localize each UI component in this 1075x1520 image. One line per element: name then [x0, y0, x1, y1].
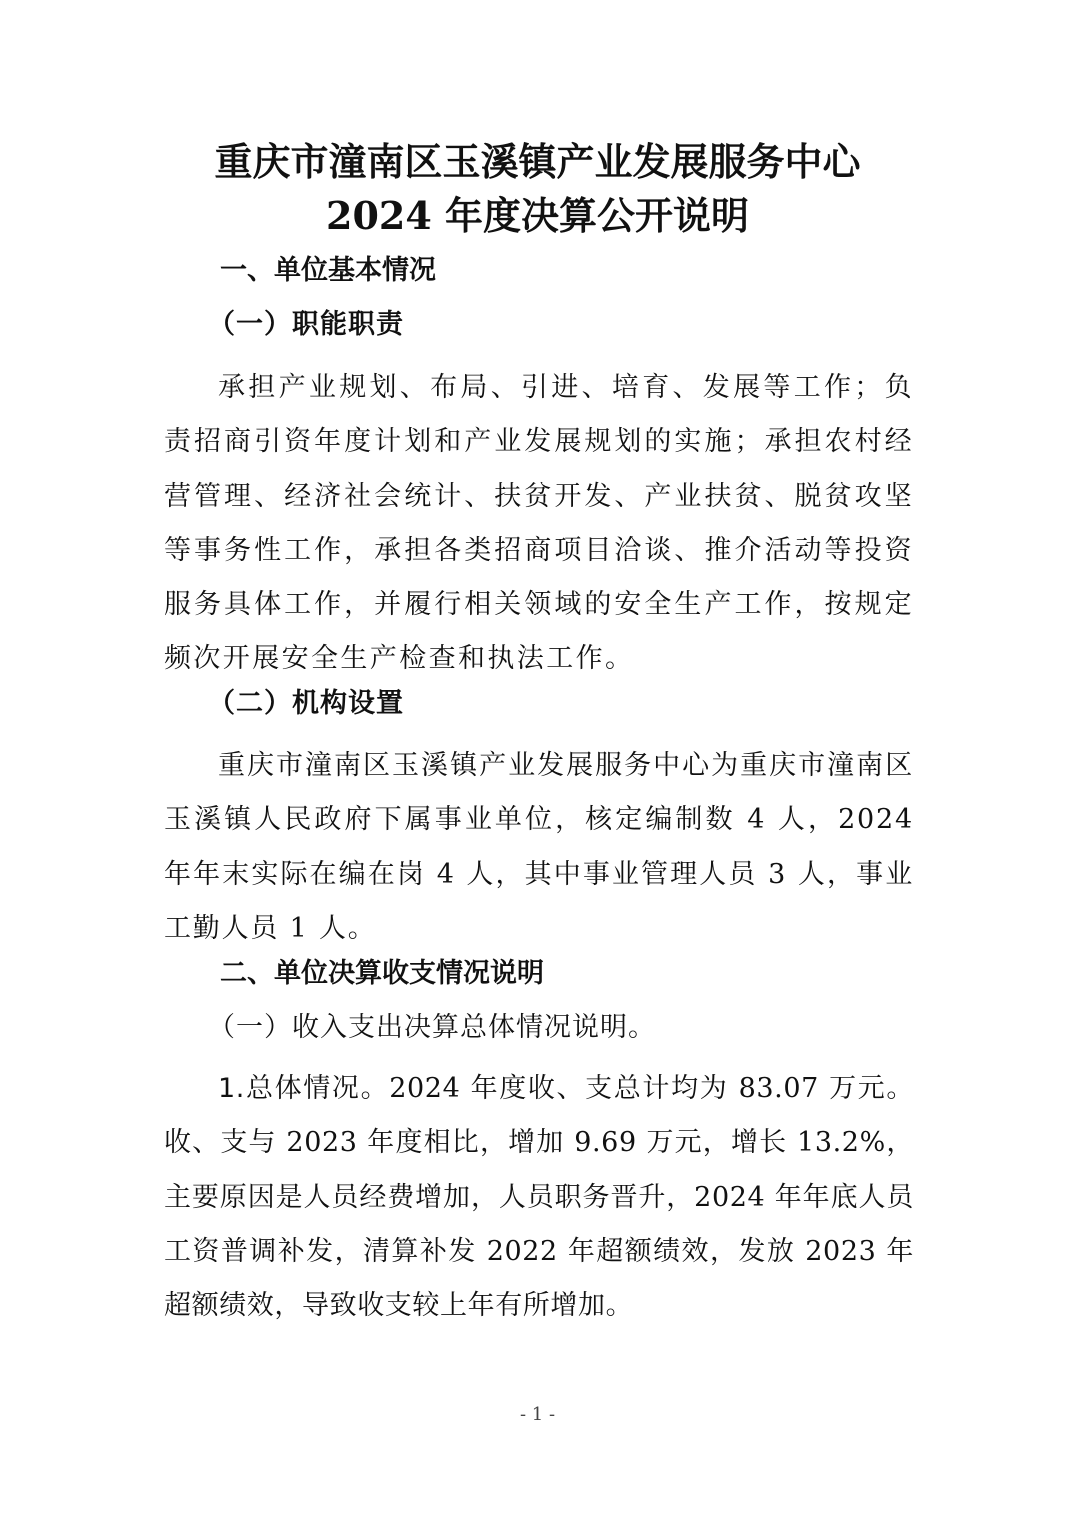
section1-sub2-paragraph: 重庆市潼南区玉溪镇产业发展服务中心为重庆市潼南区玉溪镇人民政府下属事业单位，核定编制数 4 人，2024 年年末实际在编在岗 4 人，其中事业管理人员 3 人，事业工勤人员 1 人。 [164, 750, 914, 944]
section1-sub1-paragraph: 承担产业规划、布局、引进、培育、发展等工作；负责招商引资年度计划和产业发展规划的实施；承担农村经营管理、经济社会统计、扶贫开发、产业扶贫、脱贫攻坚等事务性工作，承担各类招商项目洽谈、推介活动等投资服务具体工作，并履行相关领域的安全生产工作，按规定频次开展安全生产检查和执法工作。 [164, 372, 914, 675]
section2-heading: 二、单位决算收支情况说明 [220, 958, 544, 989]
section1-sub2-heading: （二）机构设置 [208, 688, 404, 719]
section2-item1-lead: 1.总体情况。 [218, 1073, 390, 1104]
section2-sub1-heading: （一）收入支出决算总体情况说明。 [208, 1012, 656, 1043]
section2-item1-paragraph [164, 1062, 914, 1333]
section2-item1-text: 2024 年度收、支总计均为 83.07 万元。收、支与 2023 年度相比，增加 9.69 万元，增长 13.2%，主要原因是人员经费增加，人员职务晋升，2024 年年底人员工资普调补发，清算补发 2022 年超额绩效，发放 2023 年超额绩效，导致收支较上年有所增加。 [164, 1073, 915, 1322]
page-number: - 1 - [519, 1404, 556, 1425]
section1-sub1-heading: （一）职能职责 [208, 309, 404, 340]
document-title-line1: 重庆市潼南区玉溪镇产业发展服务中心 [214, 139, 861, 184]
section1-heading: 一、单位基本情况 [220, 255, 436, 286]
document-title-line2: 2024 年度决算公开说明 [326, 193, 749, 238]
